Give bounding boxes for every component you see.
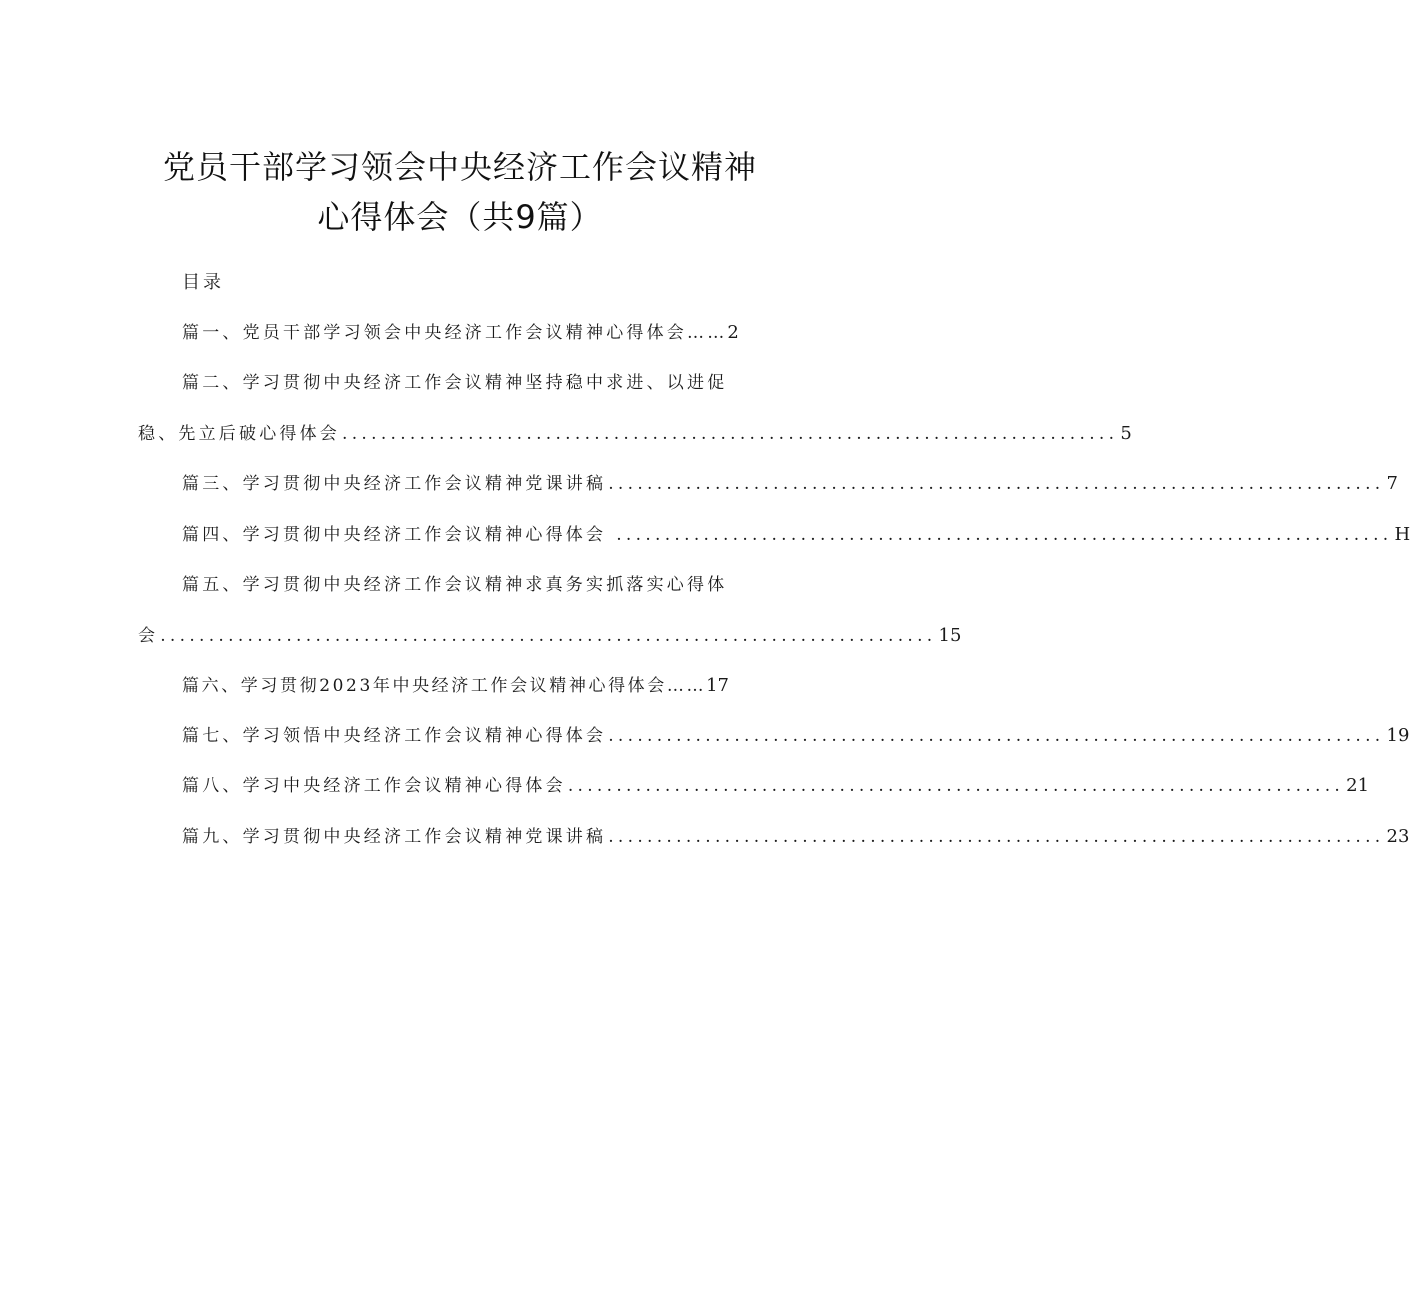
- leader-dots: ................................................................................: [567, 776, 1345, 796]
- toc-entry-9[interactable]: [182, 822, 1410, 852]
- toc-entry-5-line-2[interactable]: [138, 621, 962, 651]
- toc-entry-2-line-1[interactable]: [182, 368, 727, 398]
- toc-entry-text: 会: [138, 626, 159, 646]
- toc-entry-6[interactable]: [182, 671, 729, 701]
- toc-entry-page: H: [1394, 524, 1410, 545]
- toc-entry-text: 篇五、学习贯彻中央经济工作会议精神求真务实抓落实心得体: [182, 575, 728, 595]
- document-title-line-2: 心得体会（共9篇）: [317, 198, 603, 236]
- leader-dots: ................................................................................: [608, 726, 1385, 746]
- toc-entry-page: 2: [727, 322, 739, 343]
- toc-entry-text: 篇七、学习领悟中央经济工作会议精神心得体会: [182, 726, 607, 746]
- toc-entry-5-line-1[interactable]: [182, 570, 727, 600]
- document-title-line-1: 党员干部学习领会中央经济工作会议精神: [162, 148, 757, 186]
- leader-dots: ................................................................................: [160, 626, 937, 646]
- toc-entry-text: 篇九、学习贯彻中央经济工作会议精神党课讲稿: [182, 827, 607, 847]
- toc-entry-page: 7: [1386, 473, 1398, 494]
- toc-entry-page: 15: [938, 625, 962, 646]
- toc-entry-7[interactable]: [182, 721, 1410, 751]
- toc-heading: 目录: [182, 272, 224, 293]
- toc-entry-text: 篇四、学习贯彻中央经济工作会议精神心得体会: [182, 525, 607, 545]
- toc-entry-text: 篇六、学习贯彻2023年中央经济工作会议精神心得体会……: [182, 676, 707, 696]
- toc-entry-2-line-2[interactable]: [138, 419, 1132, 449]
- toc-entry-text: 篇一、党员干部学习领会中央经济工作会议精神心得体会……: [182, 323, 728, 343]
- toc-entry-page: 17: [706, 675, 729, 696]
- toc-entry-text: 篇二、学习贯彻中央经济工作会议精神坚持稳中求进、以进促: [182, 373, 728, 393]
- toc-entry-4[interactable]: [182, 520, 1410, 550]
- toc-entry-8[interactable]: [182, 771, 1370, 801]
- toc-entry-text: 篇三、学习贯彻中央经济工作会议精神党课讲稿: [182, 474, 607, 494]
- toc-entry-text: 篇八、学习中央经济工作会议精神心得体会: [182, 776, 566, 796]
- toc-entry-page: 21: [1346, 775, 1370, 796]
- toc-entry-page: 23: [1386, 826, 1410, 847]
- toc-entry-page: 19: [1386, 725, 1410, 746]
- leader-dots: ................................................................................: [608, 827, 1385, 847]
- leader-dots: ................................................................................: [342, 424, 1119, 444]
- toc-entry-text: 稳、先立后破心得体会: [138, 424, 340, 444]
- toc-entry-page: 5: [1120, 423, 1132, 444]
- toc-entry-3[interactable]: [182, 469, 1398, 499]
- toc-entry-1[interactable]: [182, 318, 739, 348]
- leader-dots: ................................................................................: [616, 525, 1393, 545]
- leader-dots: ................................................................................: [608, 474, 1385, 494]
